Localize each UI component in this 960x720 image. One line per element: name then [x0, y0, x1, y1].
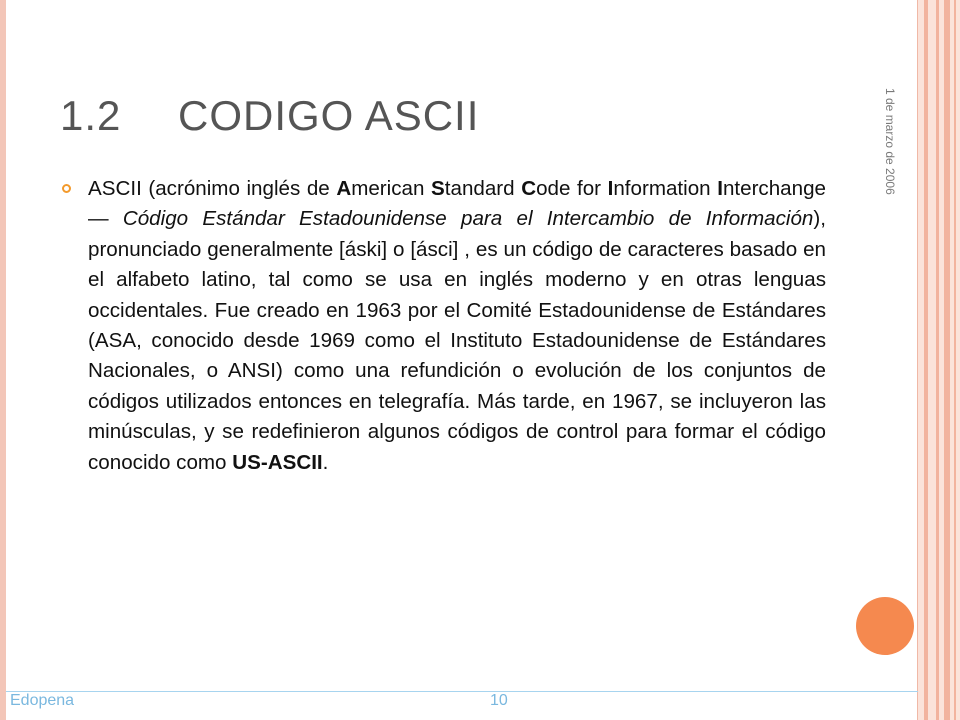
- body-text-run: ), pronunciado generalmente [áski] o [ásci] , es un código de caracteres basado en el alfabeto latino, tal como se usa en inglés moderno y en otras lenguas occidentales. Fue creado en 1963 por el Comité Estadounidense de Estándares (ASA, conocido desde 1969 como el Instituto Estadounidense de Estándares Nacionales, o ANSI) como una refundición o evolución de los conjuntos de códigos utilizados entonces en telegrafía. Más tarde, en 1967, se incluyeron las minúsculas, y se redefinieron algunos códigos de control para formar el código conocido como: [88, 207, 826, 474]
- body-bold-letter: S: [431, 177, 445, 200]
- footer-author: Edopena: [10, 692, 75, 709]
- body-text-run: .: [322, 450, 329, 474]
- body-text-run: nterchange —: [88, 177, 826, 231]
- date-label: [883, 88, 909, 238]
- body-bold-letter: C: [521, 177, 537, 200]
- decorative-stripe: [924, 0, 928, 720]
- body-text-run: ASCII (acrónimo inglés de: [88, 177, 337, 200]
- body-text-run: nformation: [613, 177, 718, 200]
- body-text-run: ode for: [536, 177, 608, 200]
- right-decorative-panel: [918, 0, 960, 720]
- section-number: 1.2: [60, 92, 122, 139]
- page-number: 10: [490, 692, 508, 709]
- body-bold-term: US-ASCII: [232, 450, 323, 474]
- body-bold-letter: I: [717, 177, 723, 200]
- decorative-orange-circle: [856, 597, 914, 655]
- decorative-stripe: [954, 0, 956, 720]
- body-paragraph: [88, 174, 826, 478]
- body-italic-translation: Código Estándar Estadounidense para el Intercambio de Información: [122, 207, 814, 231]
- body-bold-letter: I: [607, 177, 614, 200]
- body-text-run: tandard: [444, 177, 522, 200]
- date-text: 1 de marzo de 2006: [883, 88, 897, 195]
- title-text: CODIGO ASCII: [178, 92, 480, 139]
- footer-divider: [6, 691, 918, 692]
- slide-title: [60, 92, 479, 140]
- body-text-run: merican: [351, 177, 432, 200]
- decorative-stripe: [944, 0, 950, 720]
- body-bold-letter: A: [336, 177, 352, 200]
- decorative-stripe: [936, 0, 939, 720]
- bullet-icon: [62, 184, 71, 193]
